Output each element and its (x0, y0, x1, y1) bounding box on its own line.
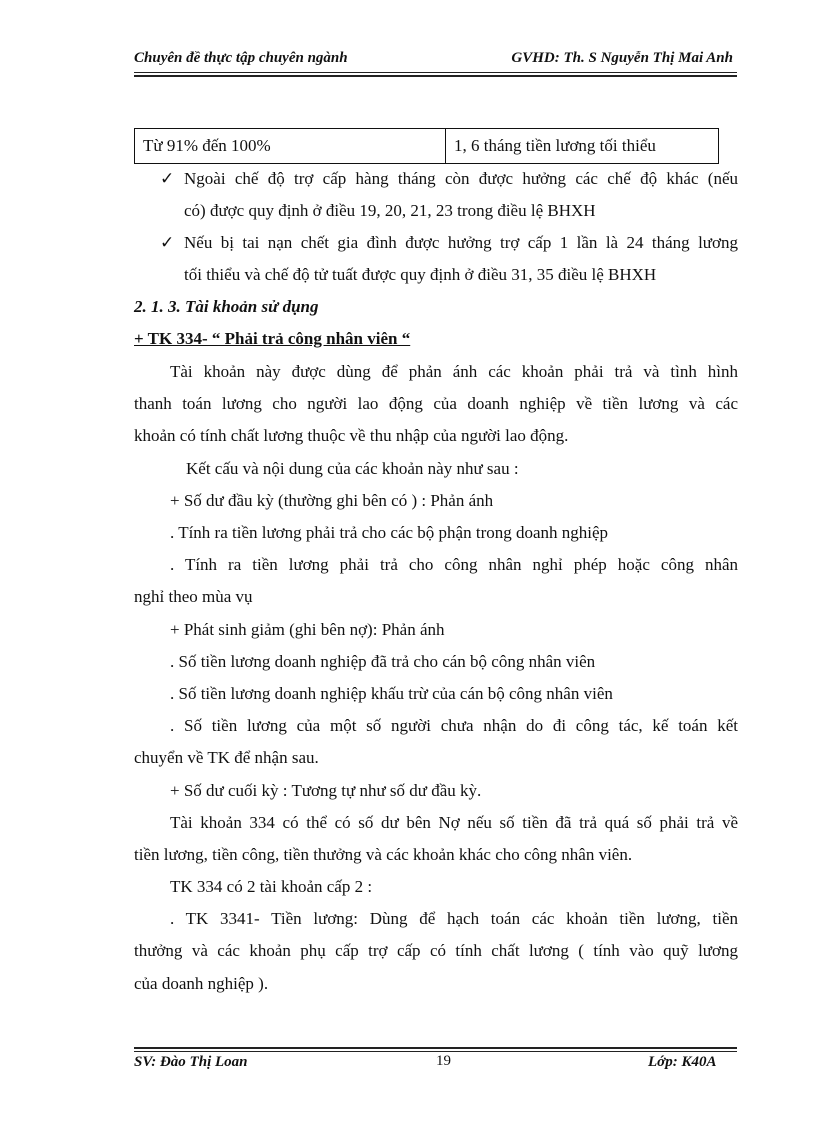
account-heading: + TK 334- “ Phải trả công nhân viên “ (134, 329, 411, 348)
paragraph-line: của doanh nghiệp ). (134, 974, 269, 993)
paragraph-line: Tài khoản 334 có thể có số dư bên Nợ nếu số tiền đã trả quá số phải trả về (170, 813, 738, 832)
bullet-2-line-2: tối thiểu và chế độ tử tuất được quy định ở điều 31, 35 điều lệ BHXH (184, 265, 657, 284)
paragraph-line: + Phát sinh giảm (ghi bên nợ): Phản ánh (170, 620, 445, 639)
paragraph-line: khoản có tính chất lương thuộc về thu nhập của người lao động. (134, 426, 569, 445)
paragraph-line: . Số tiền lương doanh nghiệp khấu trừ của cán bộ công nhân viên (170, 684, 613, 703)
paragraph-line: . Tính ra tiền lương phải trả cho công nhân nghỉ phép hoặc công nhân (170, 555, 738, 574)
table-cell: 1, 6 tháng tiền lương tối thiểu (446, 129, 719, 164)
paragraph-line: . Số tiền lương doanh nghiệp đã trả cho cán bộ công nhân viên (170, 652, 596, 671)
paragraph-line: + Số dư cuối kỳ : Tương tự như số dư đầu kỳ. (170, 781, 482, 800)
paragraph-line: thanh toán lương cho người lao động của doanh nghiệp về tiền lương và các (134, 394, 738, 413)
footer-student: SV: Đào Thị Loan (134, 1054, 248, 1070)
paragraph-line: + Số dư đầu kỳ (thường ghi bên có ) : Phản ánh (170, 491, 494, 510)
table-cell: Từ 91% đến 100% (135, 129, 446, 164)
paragraph-line: . Số tiền lương của một số người chưa nhận do đi công tác, kế toán kết (170, 716, 738, 735)
section-heading: 2. 1. 3. Tài khoản sử dụng (134, 297, 319, 316)
header-rule (134, 72, 737, 73)
header-rule-thick (134, 75, 737, 77)
page-header (134, 48, 737, 72)
checkmark-icon: ✓ (160, 233, 175, 252)
paragraph-line: TK 334 có 2 tài khoản cấp 2 : (170, 877, 373, 896)
paragraph-line: nghỉ theo mùa vụ (134, 587, 253, 606)
bullet-1-line-1: Ngoài chế độ trợ cấp hàng tháng còn được hưởng các chế độ khác (nếu (184, 169, 738, 188)
paragraph-line: tiền lương, tiền công, tiền thưởng và các khoản khác cho công nhân viên. (134, 845, 633, 864)
paragraph-line: . TK 3341- Tiền lương: Dùng để hạch toán các khoản tiền lương, tiền (170, 909, 738, 928)
footer-rule-thick (134, 1047, 737, 1049)
table-row (135, 129, 719, 164)
paragraph-line: Tài khoản này được dùng để phản ánh các khoản phải trả và tình hình (170, 362, 738, 381)
bullet-2-line-1: Nếu bị tai nạn chết gia đình được hưởng trợ cấp 1 lần là 24 tháng lương (184, 233, 738, 252)
checkmark-icon: ✓ (160, 169, 175, 188)
bullet-1-line-2: có) được quy định ở điều 19, 20, 21, 23 trong điều lệ BHXH (184, 201, 596, 220)
allowance-table (134, 128, 719, 164)
paragraph-line: thưởng và các khoản phụ cấp trợ cấp có tính chất lương ( tính vào quỹ lương (134, 941, 738, 960)
header-supervisor: GVHD: Th. S Nguyễn Thị Mai Anh (511, 50, 733, 66)
header-title: Chuyên đề thực tập chuyên ngành (134, 50, 348, 66)
page-number: 19 (436, 1053, 451, 1069)
footer-class: Lớp: K40A (648, 1054, 717, 1070)
paragraph-line: chuyển về TK để nhận sau. (134, 748, 319, 767)
footer-rule (134, 1051, 737, 1052)
paragraph-line: . Tính ra tiền lương phải trả cho các bộ phận trong doanh nghiệp (170, 523, 609, 542)
paragraph-line: Kết cấu và nội dung của các khoản này như sau : (186, 459, 519, 478)
